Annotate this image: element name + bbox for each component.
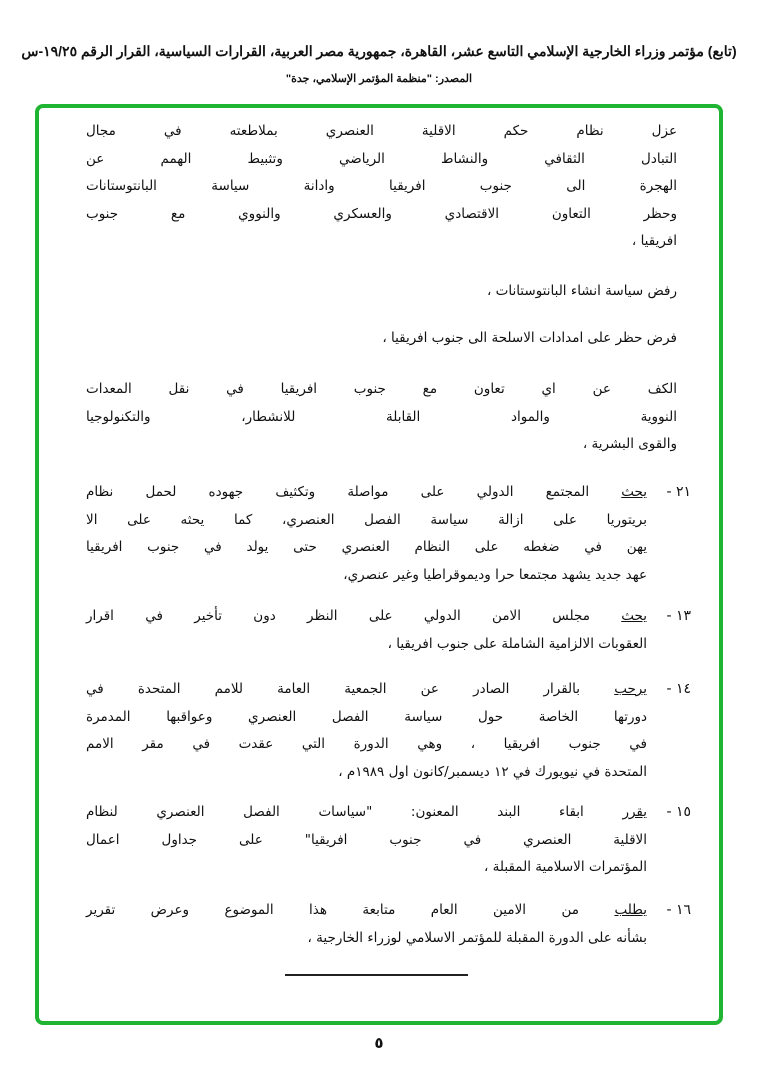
text-line: الهجرة الى جنوب افريقيا وادانة سياسة البانتوستانات <box>86 178 677 194</box>
text-line: بريتوريا على ازالة سياسة الفصل العنصري، كما يحثه على الا <box>86 511 647 528</box>
page-number: ٥ <box>374 1034 384 1052</box>
text-line: بشأنه على الدورة المقبلة للمؤتمر الاسلامي لوزراء الخارجية ، <box>307 929 647 946</box>
operative-keyword: يحث <box>621 608 647 624</box>
paragraph-number: ١٥ - <box>666 804 691 820</box>
document-source: المصدر: "منظمة المؤتمر الإسلامي، جدة" <box>285 73 473 85</box>
end-rule <box>285 974 468 976</box>
operative-keyword: يطلب <box>614 902 648 918</box>
text-line: يحث مجلس الامن الدولي على النظر دون تأخير في اقرار <box>86 608 647 624</box>
text-line: عزل نظام حكم الاقلية العنصري بملاطعته في مجال <box>86 123 677 139</box>
paragraph-number: ١٤ - <box>666 681 691 697</box>
text-line: الاقلية العنصري في جنوب افريقيا" على جداول اعمال <box>86 831 647 848</box>
text-line: المؤتمرات الاسلامية المقبلة ، <box>484 859 647 875</box>
operative-keyword: يقرر <box>622 804 647 820</box>
paragraph-number: ٢١ - <box>666 484 691 500</box>
text-line: في جنوب افريقيا ، وهي الدورة التي عقدت في مقر الامم <box>86 736 647 752</box>
text-line: يطلب من الامين العام متابعة هذا الموضوع وعرض تقرير <box>86 902 648 918</box>
text-line: النووية والمواد القابلة للانشطار، والتكنولوجيا <box>86 408 677 425</box>
text-line: يقرر ابقاء البند المعنون: "سياسات الفصل العنصري لنظام <box>86 804 647 820</box>
text-line: والقوى البشرية ، <box>582 436 677 452</box>
document-title: (تابع) مؤتمر وزراء الخارجية الإسلامي التاسع عشر، القاهرة، جمهورية مصر العربية، القرارات السياسية، القرار الرقم ١٩/٢٥-س <box>21 43 737 59</box>
text-line: يحث المجتمع الدولي على مواصلة وتكثيف جهوده لحمل نظام <box>86 484 647 500</box>
text-line: فرض حظر على امدادات الاسلحة الى جنوب افريقيا ، <box>382 330 677 346</box>
operative-keyword: يحث <box>621 484 647 500</box>
paragraph-number: ١٦ - <box>666 902 691 918</box>
text-line: رفض سياسة انشاء البانتوستانات ، <box>486 283 677 299</box>
paragraph-number: ١٣ - <box>666 608 691 624</box>
text-line: يهن في ضغطه على النظام العنصري حتى يولد في جنوب افريقيا <box>86 539 647 555</box>
text-line: المتحدة في نيويورك في ١٢ ديسمبر/كانون اول ١٩٨٩م ، <box>338 763 647 780</box>
text-line: الكف عن اي تعاون مع جنوب افريقيا في نقل المعدات <box>86 381 677 397</box>
text-line: التبادل الثقافي والنشاط الرياضي وتثبيط الهمم عن <box>86 150 677 167</box>
text-line: دورتها الخاصة حول سياسة الفصل العنصري وعواقبها المدمرة <box>86 708 647 725</box>
text-line: وحظر التعاون الاقتصادي والعسكري والنووي مع جنوب <box>86 205 677 222</box>
text-line: يرحب بالقرار الصادر عن الجمعية العامة للامم المتحدة في <box>86 681 647 697</box>
text-line: افريقيا ، <box>631 233 677 249</box>
operative-keyword: يرحب <box>614 681 647 697</box>
text-line: العقوبات الالزامية الشاملة على جنوب افريقيا ، <box>387 635 647 652</box>
text-line: عهد جديد يشهد مجتمعا حرا وديموقراطيا وغير عنصري، <box>343 566 647 583</box>
